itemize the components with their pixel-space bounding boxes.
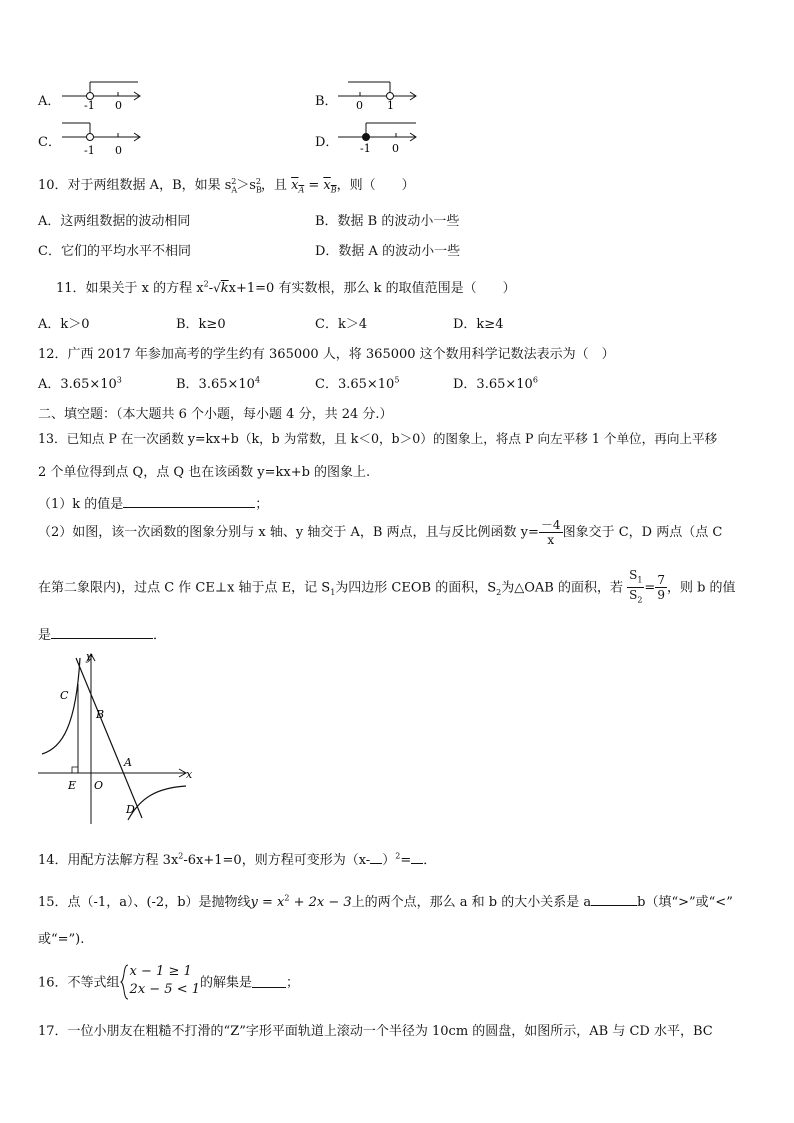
q15-blank[interactable]	[591, 893, 637, 906]
q13-blank-1[interactable]	[123, 495, 255, 508]
q9-option-a-letter: A．	[38, 94, 61, 109]
q9-b-tick-1: 0	[356, 99, 363, 112]
q12-stem: 12．广西 2017 年参加高考的学生约有 365000 人，将 365000 这个数用科学记数法表示为（ ）	[38, 347, 615, 362]
q16-stem: 16．不等式组 x − 1 ≥ 1 2x − 5 < 1 的解集是 ；	[38, 964, 300, 997]
q9-d-tick-2: 0	[392, 142, 399, 155]
q13-fig-label-o: O	[94, 779, 104, 792]
q9-c-tick-1: -1	[84, 144, 95, 157]
q16-blank[interactable]	[252, 975, 286, 988]
q12-option-d: D．$3.65\times 10^6$	[453, 375, 538, 392]
q14-stem: 14．用配方法解方程 $3x^2-6x+1=0$，则方程可变形为（x- ）$^2$= ．	[38, 851, 437, 868]
q12-option-a: A．$3.65\times 10^3$	[38, 375, 122, 392]
q12-option-c: C．$3.65\times 10^5$	[315, 375, 400, 392]
q9-option-d-number-line	[336, 117, 420, 157]
q10-option-d: D．数据 A 的波动小一些	[315, 244, 461, 259]
q9-option-d-letter: D．	[315, 135, 339, 150]
q13-line-5: 是 ．	[38, 628, 167, 643]
q9-c-tick-2: 0	[115, 144, 122, 157]
q13-line-1: 13．已知点 P 在一次函数 y=kx+b（k，b 为常数，且 k＜0，b＞0）的图象上，将点 P 向左平移 1 个单位，再向上平移	[38, 431, 718, 446]
q12-option-b: B．$3.65\times 10^4$	[176, 375, 261, 392]
q15-line-2: 或“=”).	[38, 932, 85, 947]
q9-a-tick-1: -1	[84, 99, 95, 112]
q11-option-a: A．k＞0	[38, 317, 90, 332]
q11-option-c: C．k＞4	[315, 317, 368, 332]
q14-blank-2[interactable]	[411, 851, 423, 864]
q10-stem: 10．对于两组数据 A，B，如果 $s_A^2>s_B^2$，且 $x_A = x_B$，则（ ）	[38, 176, 415, 195]
q13-fig-label-y: y	[86, 650, 93, 663]
q13-fig-label-a: A	[124, 756, 132, 769]
q13-line-2: 2 个单位得到点 Q，点 Q 也在该函数 y=kx+b 的图象上.	[38, 465, 371, 480]
q9-option-b-letter: B．	[315, 94, 338, 109]
q11-stem: 11．如果关于 x 的方程 $x^2-√kx+1=0$ 有实数根，那么 k 的取值范围是（ ）	[56, 279, 516, 296]
q9-option-b-number-line	[336, 76, 420, 112]
q11-option-d: D．k≥4	[453, 317, 504, 332]
q10-option-b: B．数据 B 的波动小一些	[315, 214, 460, 229]
q15-stem: 15．点（-1，a）、(-2，b）是抛物线$y = x^2 + 2x - 3$上的两个点，那么 a 和 b 的大小关系是 a b（填“>”或“<”	[38, 893, 733, 910]
q14-blank-1[interactable]	[370, 851, 382, 864]
q13-fraction: $\frac{-4}{x}$	[540, 518, 561, 547]
q9-option-c-number-line	[60, 117, 144, 157]
q13-ratio-s: $\frac{S_1}{S_2}$	[629, 568, 643, 605]
q13-fig-label-e: E	[68, 779, 77, 792]
q10-option-c: C．它们的平均水平不相同	[38, 244, 191, 259]
q9-option-c-letter: C．	[38, 135, 61, 150]
q13-part-1: （1）k 的值是 ；	[38, 497, 269, 512]
q13-fig-label-d: D	[126, 803, 135, 816]
q13-fig-label-b: B	[96, 708, 105, 721]
q9-a-tick-2: 0	[115, 99, 122, 112]
q17-line-1: 17．一位小朋友在粗糙不打滑的“Z”字形平面轨道上滚动一个半径为 10cm 的圆盘，如图所示，AB 与 CD 水平，BC	[38, 1024, 713, 1039]
q13-figure	[36, 648, 196, 828]
q13-ratio-value: $\frac{7}{9}$	[657, 573, 665, 603]
q13-fig-label-x: x	[186, 768, 193, 781]
q9-option-a-number-line	[60, 76, 144, 112]
q10-option-a: A．这两组数据的波动相同	[38, 214, 191, 229]
q16-inequality-system: x − 1 ≥ 1 2x − 5 < 1	[120, 963, 200, 999]
q13-line-4: 在第二象限内)，过点 C 作 CE⊥x 轴于点 E，记 $S_1$为四边形 CEOB 的面积，$S_2$为△OAB 的面积，若 $\frac{S_1}{S_2}$ = $\frac{7}{9}$ ，则 b 的值	[38, 568, 736, 608]
q13-blank-2[interactable]	[51, 626, 153, 639]
q11-option-b: B．k≥0	[176, 317, 226, 332]
q9-b-tick-2: 1	[387, 99, 394, 112]
q9-d-tick-1: -1	[360, 142, 371, 155]
section-heading: 二、填空题：（本大题共 6 个小题，每小题 4 分，共 24 分.）	[38, 407, 393, 422]
q13-part-2: （2）如图，该一次函数的图象分别与 x 轴、y 轴交于 A，B 两点，且与反比例函数 y= $\frac{-4}{x}$ 图象交于 C，D 两点（点 C	[38, 518, 723, 547]
q13-fig-label-c: C	[60, 689, 69, 702]
